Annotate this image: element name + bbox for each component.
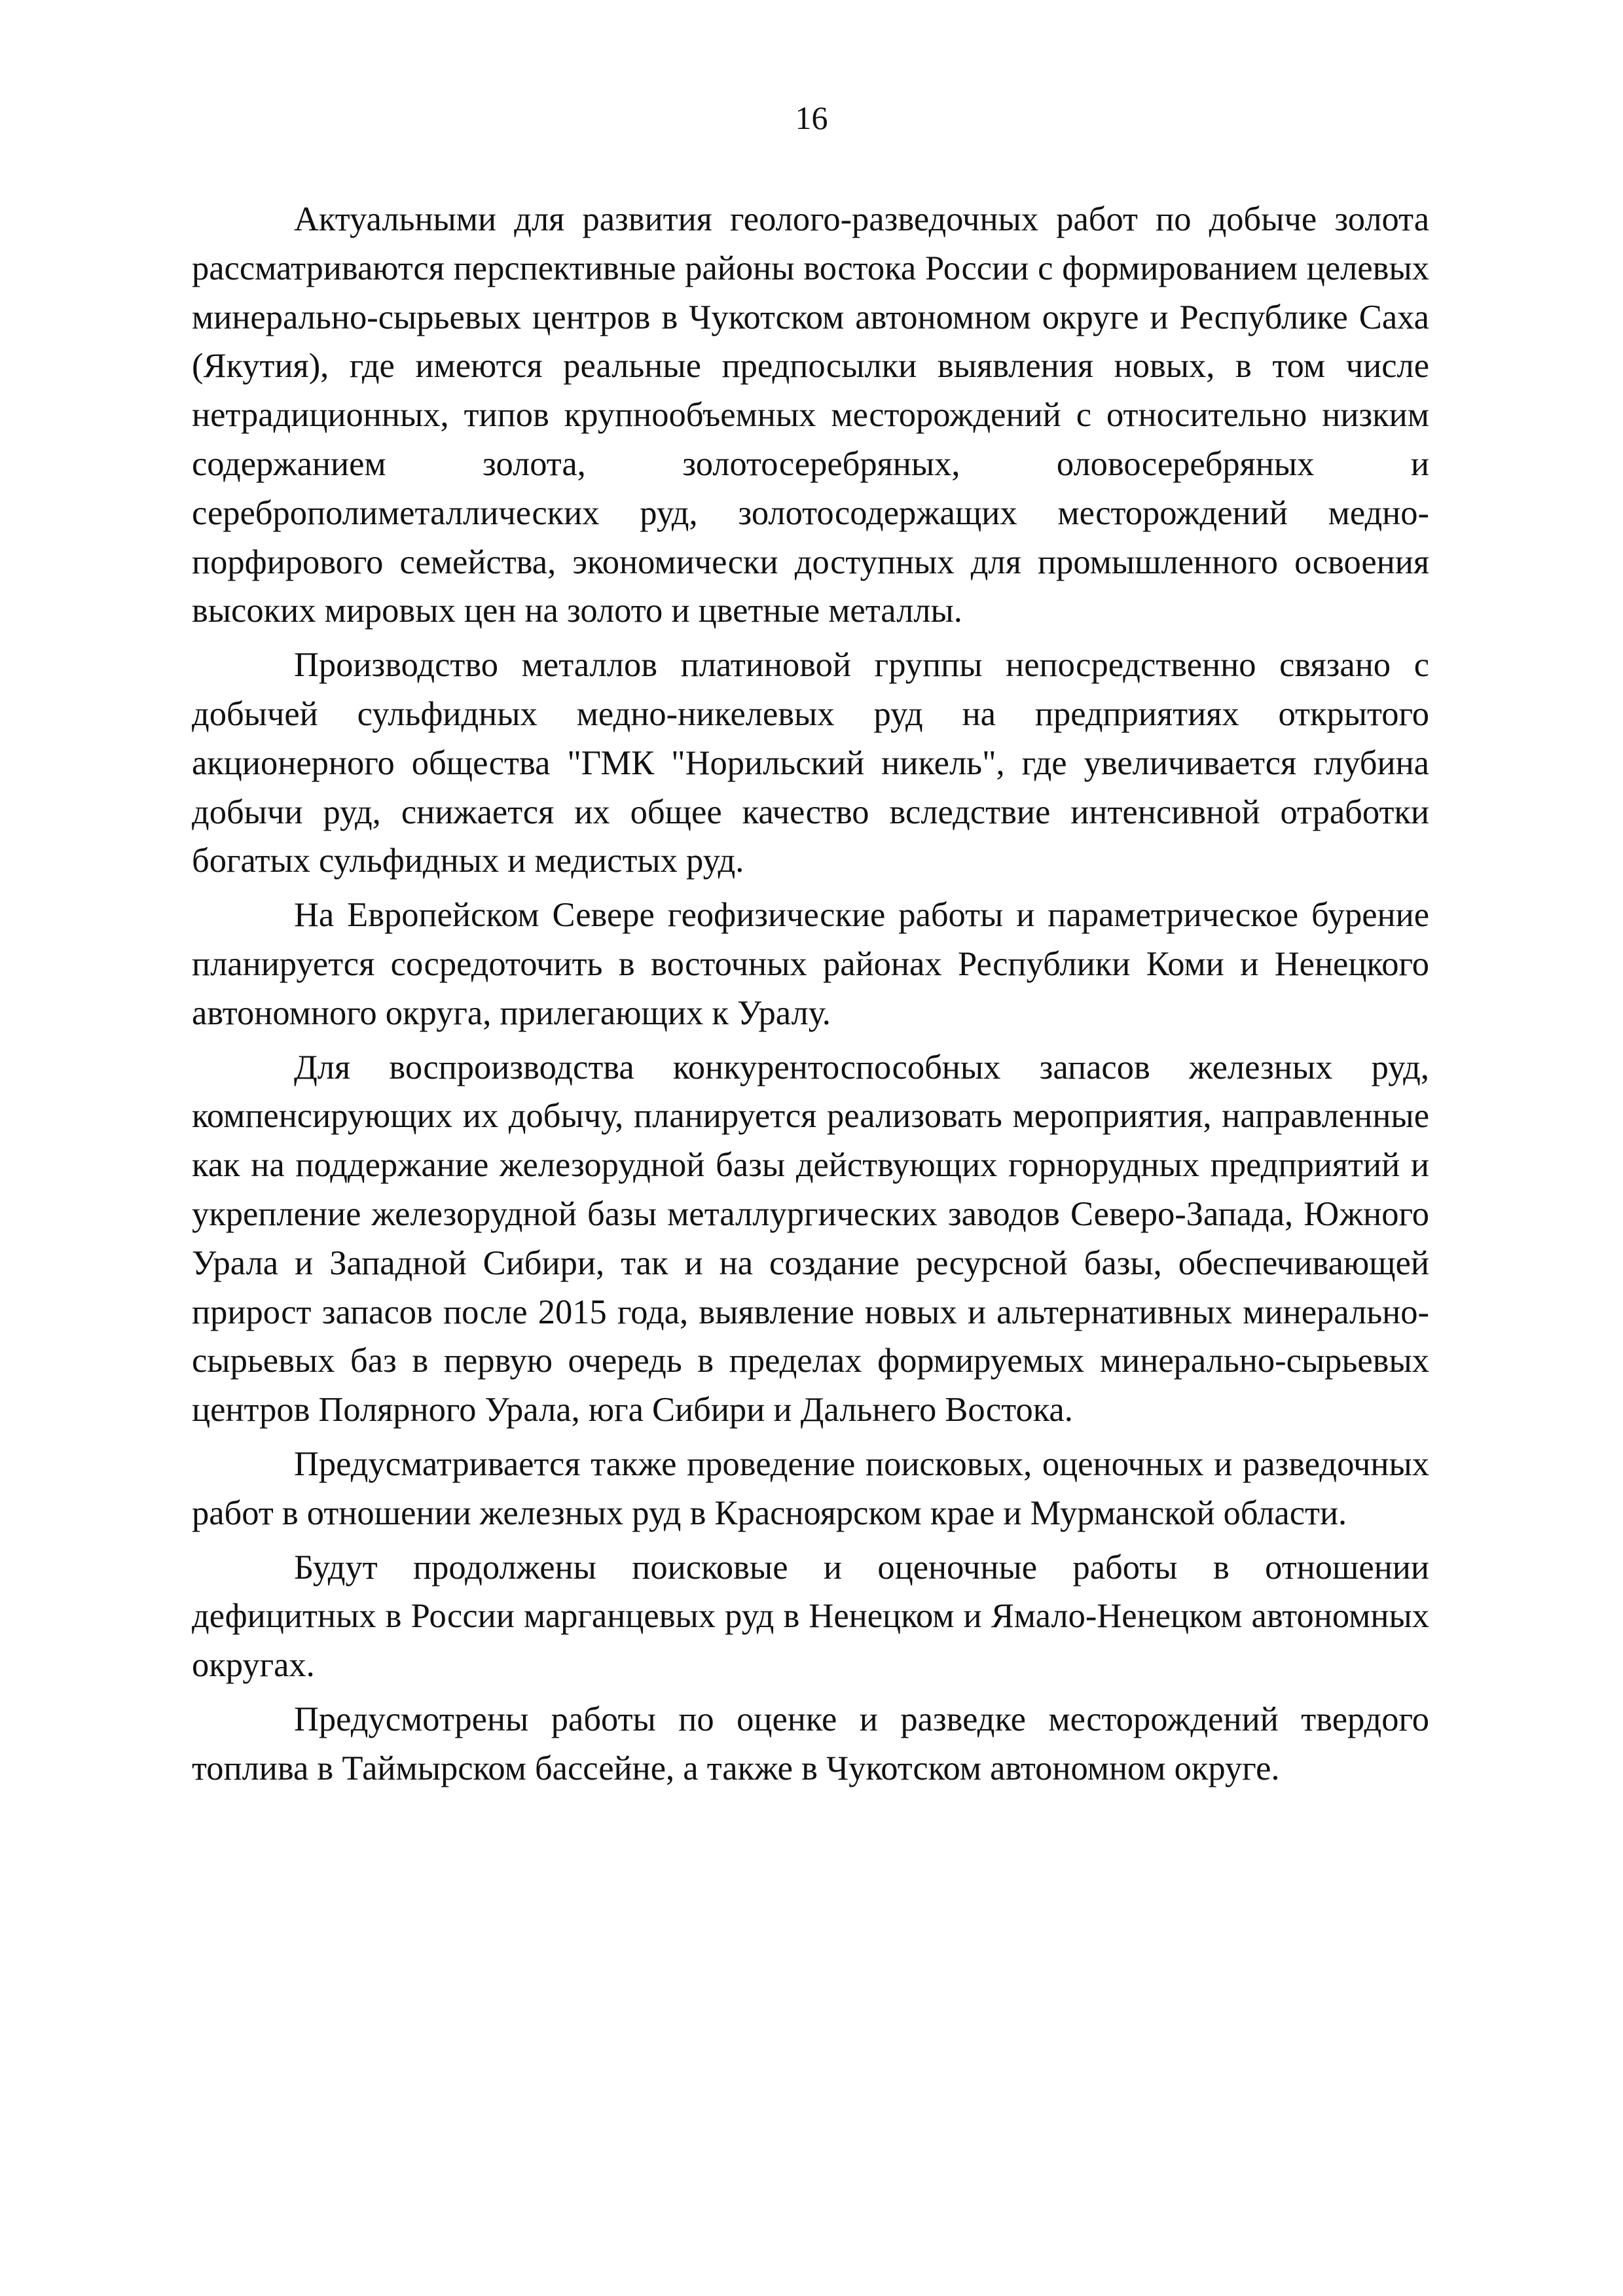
paragraph-manganese-ores: Будут продолжены поисковые и оценочные работы в отношении дефицитных в России марганцевых руд в Ненецком и Ямало-Ненецком автономных округах. — [192, 1548, 1429, 1685]
paragraph-solid-fuel: Предусмотрены работы по оценке и разведке месторождений твердого топлива в Таймырском бассейне, а также в Чукотском автономном округе. — [192, 1700, 1429, 1787]
paragraph-iron-ore-reserves: Для воспроизводства конкурентоспособных запасов железных руд, компенсирующих их добычу, планируется реализовать мероприятия, направленные как на поддержание железорудной базы действующих горнорудных предприятий и укрепление железорудной базы металлургических заводов Северо-Запада, Южного Урала и Западной Сибири, так и на создание ресурсной базы, обеспечивающей прирост запасов после 2015 года, выявление новых и альтернативных минерально-сырьевых баз в первую очередь в пределах формируемых минерально-сырьевых центров Полярного Урала, юга Сибири и Дальнего Востока. — [192, 1048, 1429, 1429]
document-body — [192, 195, 1429, 1793]
page-number: 16 — [795, 99, 828, 136]
paragraph-gold-exploration: Актуальными для развития геолого-разведочных работ по добыче золота рассматриваются перспективные районы востока России с формированием целевых минерально-сырьевых центров в Чукотском автономном округе и Республике Саха (Якутия), где имеются реальные предпосылки выявления новых, в том числе нетрадиционных, типов крупнообъемных месторождений с относительно низким содержанием золота, золотосеребряных, оловосеребряных и сереброполиметаллических руд, золотосодержащих месторождений медно-порфирового семейства, экономически доступных для промышленного освоения высоких мировых цен на золото и цветные металлы. — [192, 200, 1429, 630]
paragraph-platinum-production: Производство металлов платиновой группы непосредственно связано с добычей сульфидных медно-никелевых руд на предприятиях открытого акционерного общества "ГМК "Норильский никель", где увеличивается глубина добычи руд, снижается их общее качество вследствие интенсивной отработки богатых сульфидных и медистых руд. — [192, 646, 1429, 880]
paragraph-european-north: На Европейском Севере геофизические работы и параметрическое бурение планируется сосредоточить в восточных районах Республики Коми и Ненецкого автономного округа, прилегающих к Уралу. — [192, 896, 1429, 1032]
paragraph-iron-ore-regions: Предусматривается также проведение поисковых, оценочных и разведочных работ в отношении железных руд в Красноярском крае и Мурманской области. — [192, 1444, 1429, 1532]
